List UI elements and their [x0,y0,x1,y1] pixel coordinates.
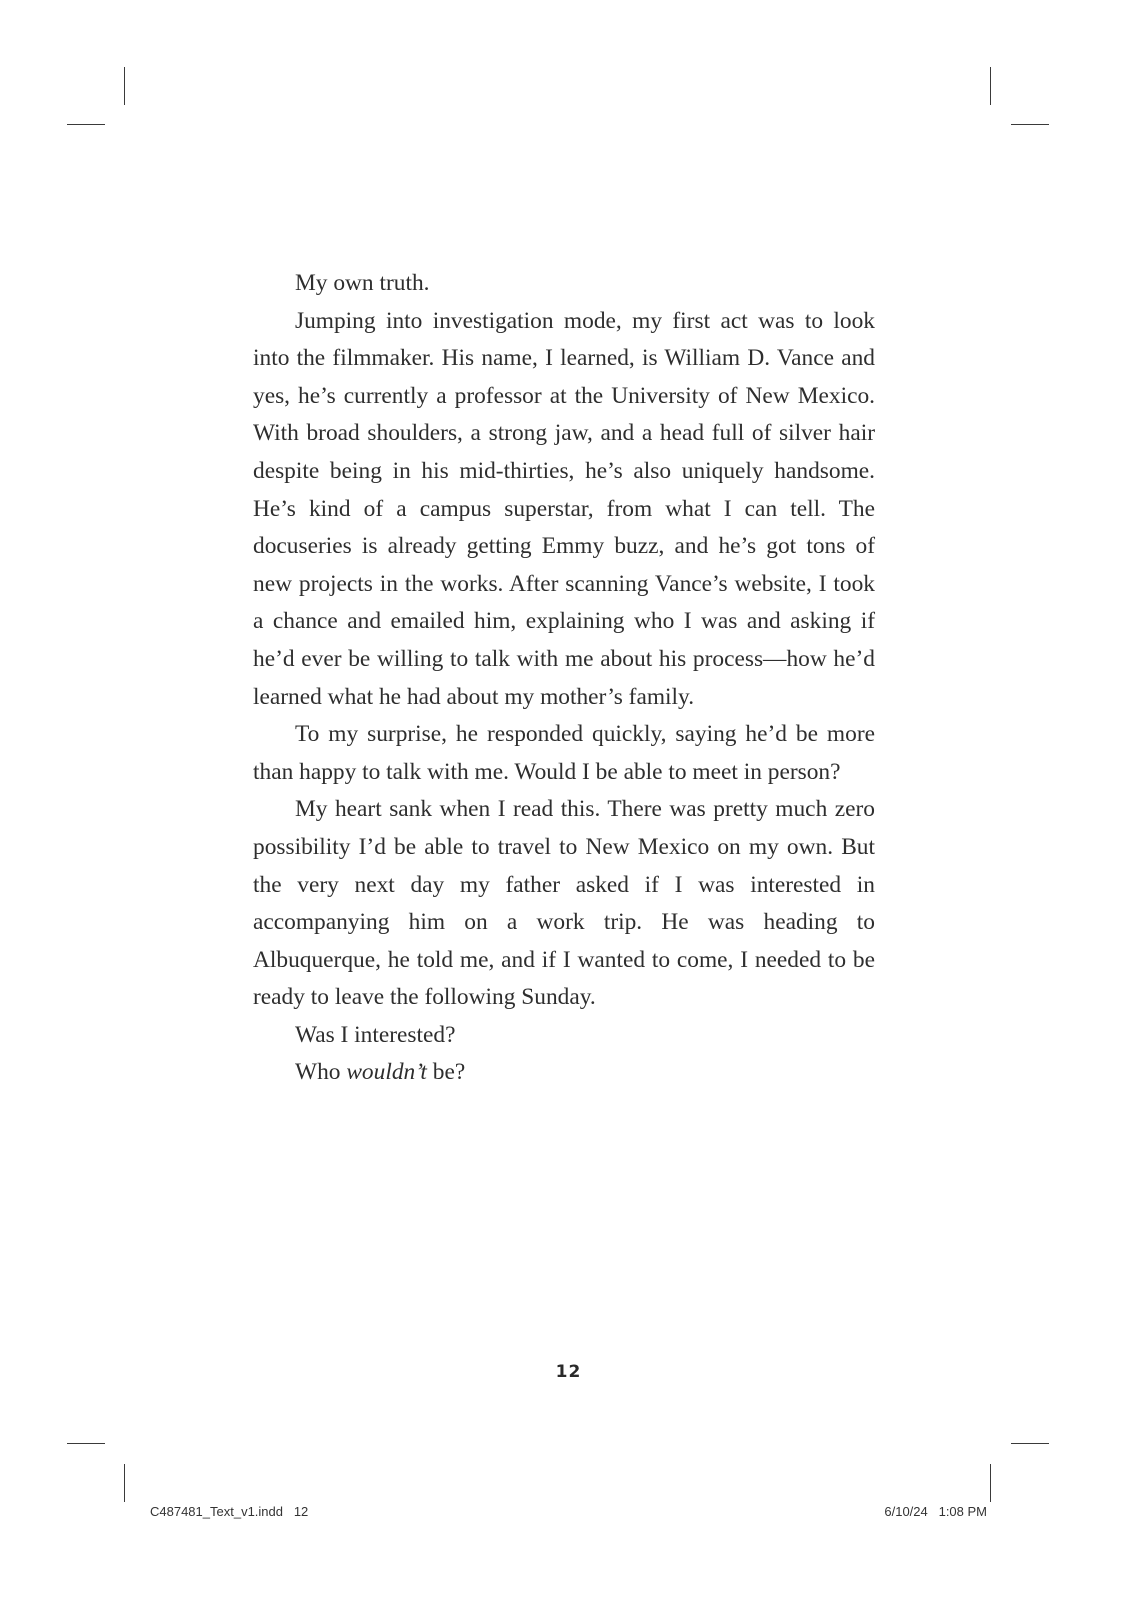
crop-mark-bottom-left-vertical [124,1464,125,1502]
paragraph-text: be? [426,1059,466,1086]
crop-mark-bottom-left-horizontal [67,1443,105,1444]
page-number: 12 [555,1362,582,1382]
paragraph: My heart sank when I read this. There was pretty much zero possibility I’d be able to travel to New Mexico on my own. But the very next day my father asked if I was interested in accompanying him on a work trip. He was heading to Albuquerque, he told me, and if I wanted to come, I needed to be ready to leave the following Sunday. [253,796,875,1011]
paragraph: Was I interested? [295,1021,456,1048]
crop-mark-top-left-horizontal [67,124,105,125]
paragraph [253,1054,875,1092]
crop-mark-bottom-right-horizontal [1011,1443,1049,1444]
emphasis-text: wouldn’t [346,1059,427,1086]
paragraph: To my surprise, he responded quickly, saying he’d be more than happy to talk with me. Would I be able to meet in person? [253,721,875,785]
paragraph: Jumping into investigation mode, my first act was to look into the filmmaker. His name, I learned, is William D. Vance and yes, he’s currently a professor at the University of New Mexico. With broad shoulders, a strong jaw, and a head full of silver hair despite being in his mid-thirties, he’s also uniquely handsome. He’s kind of a campus superstar, from what I can tell. The docuseries is already getting Emmy buzz, and he’s got tons of new projects in the works. After scanning Vance’s website, I took a chance and emailed him, explaining who I was and asking if he’d ever be willing to talk with me about his process—how he’d learned what he had about my mother’s family. [253,307,875,710]
crop-mark-top-left-vertical [124,67,125,105]
crop-mark-bottom-right-vertical [990,1464,991,1502]
body-text [253,265,875,1092]
slug-file-name: C487481_Text_v1.indd 12 [150,1504,309,1519]
crop-mark-top-right-vertical [990,67,991,105]
slug-timestamp: 6/10/24 1:08 PM [884,1504,987,1519]
crop-mark-top-right-horizontal [1011,124,1049,125]
paragraph: My own truth. [295,270,430,296]
paragraph-text: Who [295,1059,347,1086]
